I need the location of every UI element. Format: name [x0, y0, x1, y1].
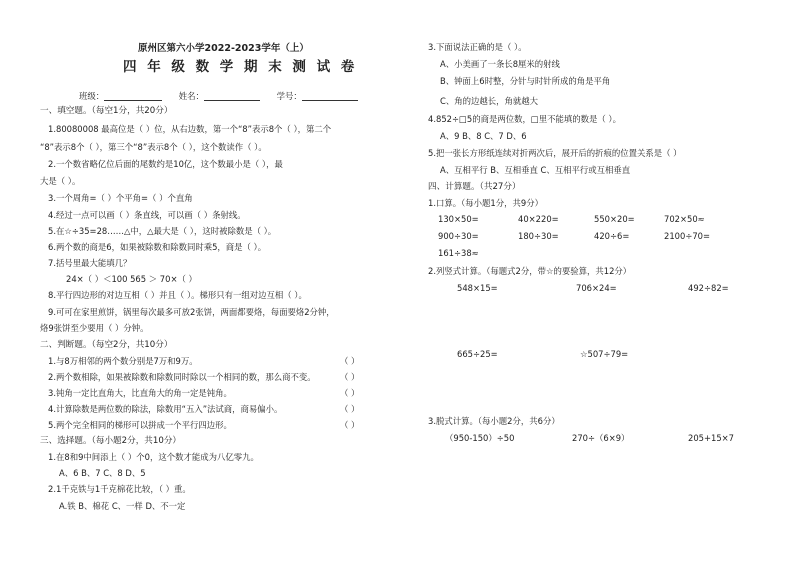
oral-item: 40×220= — [518, 214, 559, 224]
judge-item: 5.两个完全相同的梯形可以拼成一个平行四边形。 — [48, 420, 232, 430]
vertical-calc-item: 548×15= — [457, 283, 498, 293]
student-id-label: 学号： — [276, 91, 302, 101]
question-text: 4.经过一点可以画（ ）条直线，可以画（ ）条射线。 — [48, 210, 246, 220]
question-text: 3.脱式计算。（每小题2分，共6分） — [428, 416, 560, 426]
oral-item: 2100÷70= — [664, 231, 711, 241]
question-text: 5.在☆÷35=28……△中，△最大是（ ），这时被除数是（ ）。 — [48, 226, 277, 236]
question-text: 24×（ ）＜100 565 ＞ 70×（ ） — [66, 274, 197, 284]
choice-options: A、互相平行 B、互相垂直 C、互相平行或互相垂直 — [440, 165, 631, 175]
vertical-calc-item: ☆507÷79= — [580, 349, 629, 359]
class-blank — [104, 91, 162, 101]
page-title: 四 年 级 数 学 期 末 测 试 卷 — [123, 59, 358, 75]
question-text: 2.一个数省略亿位后面的尾数约是10亿，这个数最小是（ ），最 — [48, 159, 283, 169]
class-field — [79, 91, 358, 101]
judge-item: 1.与8万相邻的两个数分别是7万和9万。 — [48, 356, 198, 366]
school-header: 原州区第六小学2022-2023学年（上） — [138, 43, 309, 54]
judge-item: 3.钝角一定比直角大，比直角大的角一定是钝角。 — [48, 388, 232, 398]
vertical-calc-item: 665÷25= — [457, 349, 498, 359]
student-id-blank — [302, 91, 358, 101]
answer-bracket: （ ） — [340, 356, 360, 366]
question-text: 4.852÷□5的商是两位数，□里不能填的数是（ ）。 — [428, 114, 621, 124]
question-text: 1.口算。（每小题1分，共9分） — [428, 198, 543, 208]
question-text: 3.下面说法正确的是（ ）。 — [428, 42, 527, 52]
section-heading: 四、计算题。（共27分） — [428, 182, 521, 192]
question-text: 6.两个数的商是6，如果被除数和除数同时乘5，商是（ ）。 — [48, 242, 267, 252]
question-text: 1.在8和9中间添上（ ）个0，这个数才能成为八亿零九。 — [48, 452, 259, 462]
question-text: 1.80080008 最高位是（ ）位，从右边数，第一个“8”表示8个（ ），第二个 — [48, 124, 332, 134]
judge-item: 2.两个数相除，如果被除数和除数同时除以一个相同的数，那么商不变。 — [48, 372, 316, 382]
section-heading: 三、选择题。（每小题2分，共10分） — [40, 436, 182, 446]
question-text: 3.一个周角=（ ）个平角=（ ）个直角 — [48, 193, 193, 203]
answer-bracket: （ ） — [340, 420, 360, 430]
section-heading: 二、判断题。（每空2分，共10分） — [40, 340, 173, 350]
stepwise-item: 270÷（6×9） — [572, 433, 630, 443]
question-text: 烙9张饼至少要用（ ）分钟。 — [40, 323, 149, 333]
choice-option: C、角的边越长，角就越大 — [440, 96, 538, 106]
question-text: 2.列竖式计算。（每题式2分，带☆的要验算，共12分） — [428, 266, 632, 276]
question-text: 8.平行四边形的对边互相（ ）并且（ ）。梯形只有一组对边互相（ ）。 — [48, 290, 307, 300]
choice-option: B、钟面上6时整，分针与时针所成的角是平角 — [440, 76, 611, 86]
judge-item: 4.计算除数是两位数的除法，除数用“五入”法试商，商易偏小。 — [48, 404, 283, 414]
oral-item: 161÷38≈ — [438, 248, 479, 258]
question-text: 9.可可在家里煎饼，锅里每次最多可放2张饼，两面都要烙，每面要烙2分钟， — [48, 307, 335, 317]
oral-item: 420÷6= — [594, 231, 630, 241]
answer-bracket: （ ） — [340, 372, 360, 382]
oral-item: 180÷30= — [518, 231, 559, 241]
name-blank — [204, 91, 260, 101]
question-text: “8”表示8个（ ），第三个“8”表示8个（ ），这个数读作（ ）。 — [40, 142, 267, 152]
stepwise-item: 205+15×7 — [688, 433, 735, 443]
oral-item: 550×20= — [594, 214, 635, 224]
vertical-calc-item: 706×24= — [576, 283, 617, 293]
name-label: 姓名： — [178, 91, 204, 101]
choice-option: A、小美画了一条长8厘米的射线 — [440, 59, 560, 69]
stepwise-item: （950-150）÷50 — [445, 433, 515, 443]
answer-bracket: （ ） — [340, 388, 360, 398]
question-text: 2.1千克铁与1千克棉花比较，（ ）重。 — [48, 484, 191, 494]
oral-item: 900÷30= — [438, 231, 479, 241]
vertical-calc-item: 492÷82= — [688, 283, 729, 293]
oral-item: 702×50≈ — [664, 214, 705, 224]
question-text: 7.括号里最大能填几？ — [48, 258, 132, 268]
choice-options: A、6 B、7 C、8 D、5 — [59, 468, 146, 478]
question-text: 大是（ ）。 — [40, 176, 81, 186]
oral-item: 130×50= — [438, 214, 479, 224]
class-label: 班级： — [79, 91, 105, 101]
answer-bracket: （ ） — [340, 404, 360, 414]
section-heading: 一、填空题。（每空1分，共20分） — [40, 106, 173, 116]
choice-options: A.铁 B、棉花 C、一样 D、不一定 — [59, 501, 186, 511]
choice-options: A、9 B、8 C、7 D、6 — [440, 131, 527, 141]
question-text: 5.把一张长方形纸连续对折两次后，展开后的折痕的位置关系是（ ） — [428, 148, 682, 158]
